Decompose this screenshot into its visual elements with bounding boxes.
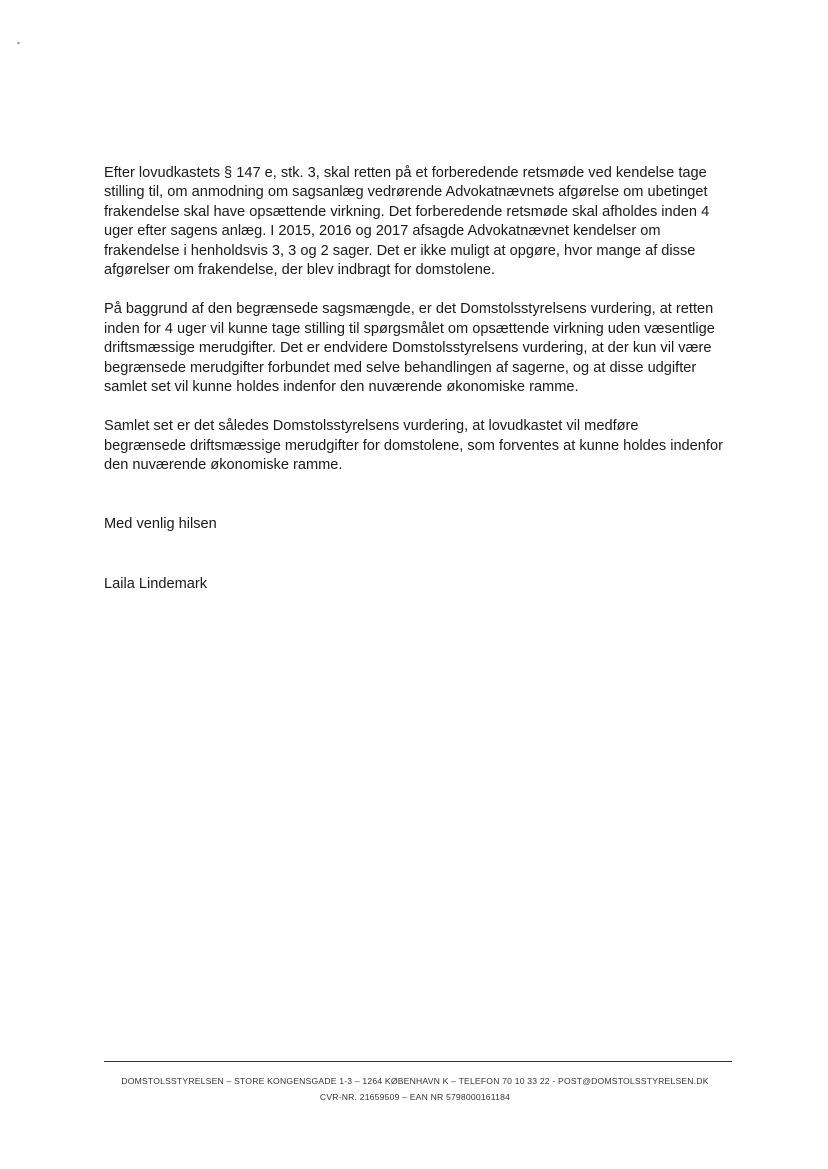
footer-registration-line: CVR-NR. 21659509 – EAN NR 5798000161184 xyxy=(319,1092,511,1102)
paragraph-line: stilling til, om anmodning om sagsanlæg vedrørende Advokatnævnets afgørelse om ubetinget xyxy=(104,184,708,201)
paragraph-line: frakendelse i henholdsvis 3, 3 og 2 sager. Det er ikke muligt at opgøre, hvor mange af disse xyxy=(104,242,696,259)
letter-body xyxy=(104,164,744,496)
footer-divider xyxy=(104,1061,732,1062)
paragraph-line: begrænsede merudgifter forbundet med selve behandlingen af sagerne, og at disse udgifter xyxy=(104,359,697,376)
paragraph-line: driftsmæssige merudgifter. Det er endvidere Domstolsstyrelsens vurdering, at der kun vil være xyxy=(104,340,712,357)
paragraph-line: samlet set vil kunne holdes indenfor den nuværende økonomiske ramme. xyxy=(104,379,579,396)
scan-artifact-mark xyxy=(17,41,21,44)
footer-address-line: DOMSTOLSSTYRELSEN – STORE KONGENSGADE 1-3 – 1264 KØBENHAVN K – TELEFON 70 10 33 22 - POST@DOMSTOLSSTYRELSEN.DK xyxy=(121,1076,709,1086)
signature-name: Laila Lindemark xyxy=(104,576,208,592)
paragraph-line: den nuværende økonomiske ramme. xyxy=(104,457,343,474)
paragraph-line: Efter lovudkastets § 147 e, stk. 3, skal retten på et forberedende retsmøde ved kendelse tage xyxy=(104,165,707,181)
paragraph-line: På baggrund af den begrænsede sagsmængde, er det Domstolsstyrelsens vurdering, at retten xyxy=(104,301,714,318)
paragraph-2 xyxy=(104,300,744,397)
paragraph-1 xyxy=(104,164,744,280)
closing-salutation: Med venlig hilsen xyxy=(104,516,217,532)
paragraph-3 xyxy=(104,417,744,475)
paragraph-line: uger efter sagens anlæg. I 2015, 2016 og 2017 afsagde Advokatnævnet kendelser om xyxy=(104,223,661,240)
letter-footer xyxy=(80,1073,750,1105)
paragraph-line: begrænsede driftsmæssige merudgifter for domstolene, som forventes at kunne holdes indenfor xyxy=(104,437,723,454)
paragraph-line: afgørelser om frakendelse, der blev indbragt for domstolene. xyxy=(104,262,495,279)
paragraph-line: Samlet set er det således Domstolsstyrelsens vurdering, at lovudkastet vil medføre xyxy=(104,418,639,435)
paragraph-line: frakendelse skal have opsættende virkning. Det forberedende retsmøde skal afholdes inden 4 xyxy=(104,203,710,220)
paragraph-line: inden for 4 uger vil kunne tage stilling til spørgsmålet om opsættende virkning uden væsentlige xyxy=(104,320,715,337)
